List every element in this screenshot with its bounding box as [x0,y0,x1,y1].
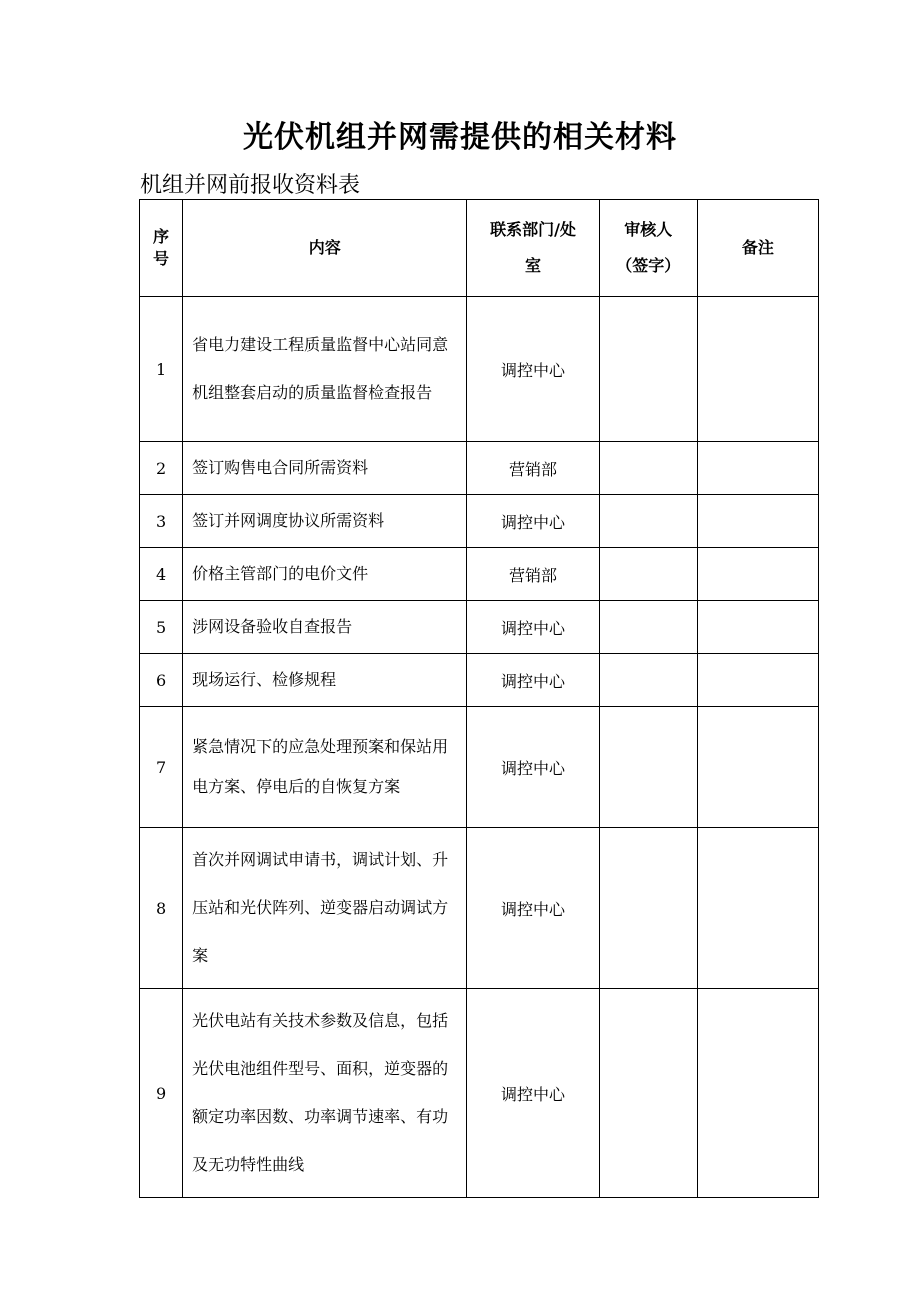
row-reviewer [599,548,697,601]
row-dept: 营销部 [467,442,599,495]
row-remark [697,442,818,495]
row-remark [697,601,818,654]
table-header-row [140,200,819,297]
table-row [140,548,819,601]
row-content: 紧急情况下的应急处理预案和保站用电方案、停电后的自恢复方案 [183,707,467,828]
row-content: 签订并网调度协议所需资料 [183,495,467,548]
row-dept: 调控中心 [467,989,599,1198]
table-row [140,707,819,828]
header-content: 内容 [183,200,467,297]
table-row [140,495,819,548]
row-reviewer [599,654,697,707]
table-row [140,989,819,1198]
header-dept [467,200,599,297]
row-dept: 调控中心 [467,601,599,654]
row-content: 省电力建设工程质量监督中心站同意机组整套启动的质量监督检查报告 [183,297,467,442]
row-reviewer [599,828,697,989]
row-reviewer [599,495,697,548]
table-row [140,297,819,442]
row-remark [697,548,818,601]
row-reviewer [599,297,697,442]
header-dept-line2: 室 [525,256,542,275]
row-remark [697,707,818,828]
row-no: 5 [140,601,183,654]
row-content: 签订购售电合同所需资料 [183,442,467,495]
row-remark [697,989,818,1198]
row-remark [697,654,818,707]
row-no: 2 [140,442,183,495]
header-reviewer [599,200,697,297]
row-reviewer [599,707,697,828]
row-content: 涉网设备验收自查报告 [183,601,467,654]
document-title: 光伏机组并网需提供的相关材料 [243,120,677,155]
table-row [140,601,819,654]
row-no: 1 [140,297,183,442]
row-remark [697,297,818,442]
row-content: 现场运行、检修规程 [183,654,467,707]
row-dept: 调控中心 [467,707,599,828]
row-reviewer [599,442,697,495]
header-remark: 备注 [697,200,818,297]
row-no: 9 [140,989,183,1198]
header-reviewer-line2: （签字） [616,256,681,275]
row-no: 3 [140,495,183,548]
header-reviewer-line1: 审核人 [624,220,673,239]
row-dept: 营销部 [467,548,599,601]
row-dept: 调控中心 [467,297,599,442]
row-content: 价格主管部门的电价文件 [183,548,467,601]
materials-table [139,199,819,1198]
table-row [140,828,819,989]
row-no: 8 [140,828,183,989]
row-remark [697,828,818,989]
header-dept-line1: 联系部门/处 [490,220,576,239]
header-no: 序号 [140,200,183,297]
table-row [140,654,819,707]
row-reviewer [599,601,697,654]
row-no: 7 [140,707,183,828]
table-title: 机组并网前报收资料表 [140,173,361,198]
row-dept: 调控中心 [467,495,599,548]
row-reviewer [599,989,697,1198]
row-no: 4 [140,548,183,601]
row-remark [697,495,818,548]
row-content: 首次并网调试申请书，调试计划、升压站和光伏阵列、逆变器启动调试方案 [183,828,467,989]
table-row [140,442,819,495]
row-dept: 调控中心 [467,654,599,707]
row-dept: 调控中心 [467,828,599,989]
row-content: 光伏电站有关技术参数及信息，包括光伏电池组件型号、面积，逆变器的额定功率因数、功率调节速率、有功及无功特性曲线 [183,989,467,1198]
row-no: 6 [140,654,183,707]
